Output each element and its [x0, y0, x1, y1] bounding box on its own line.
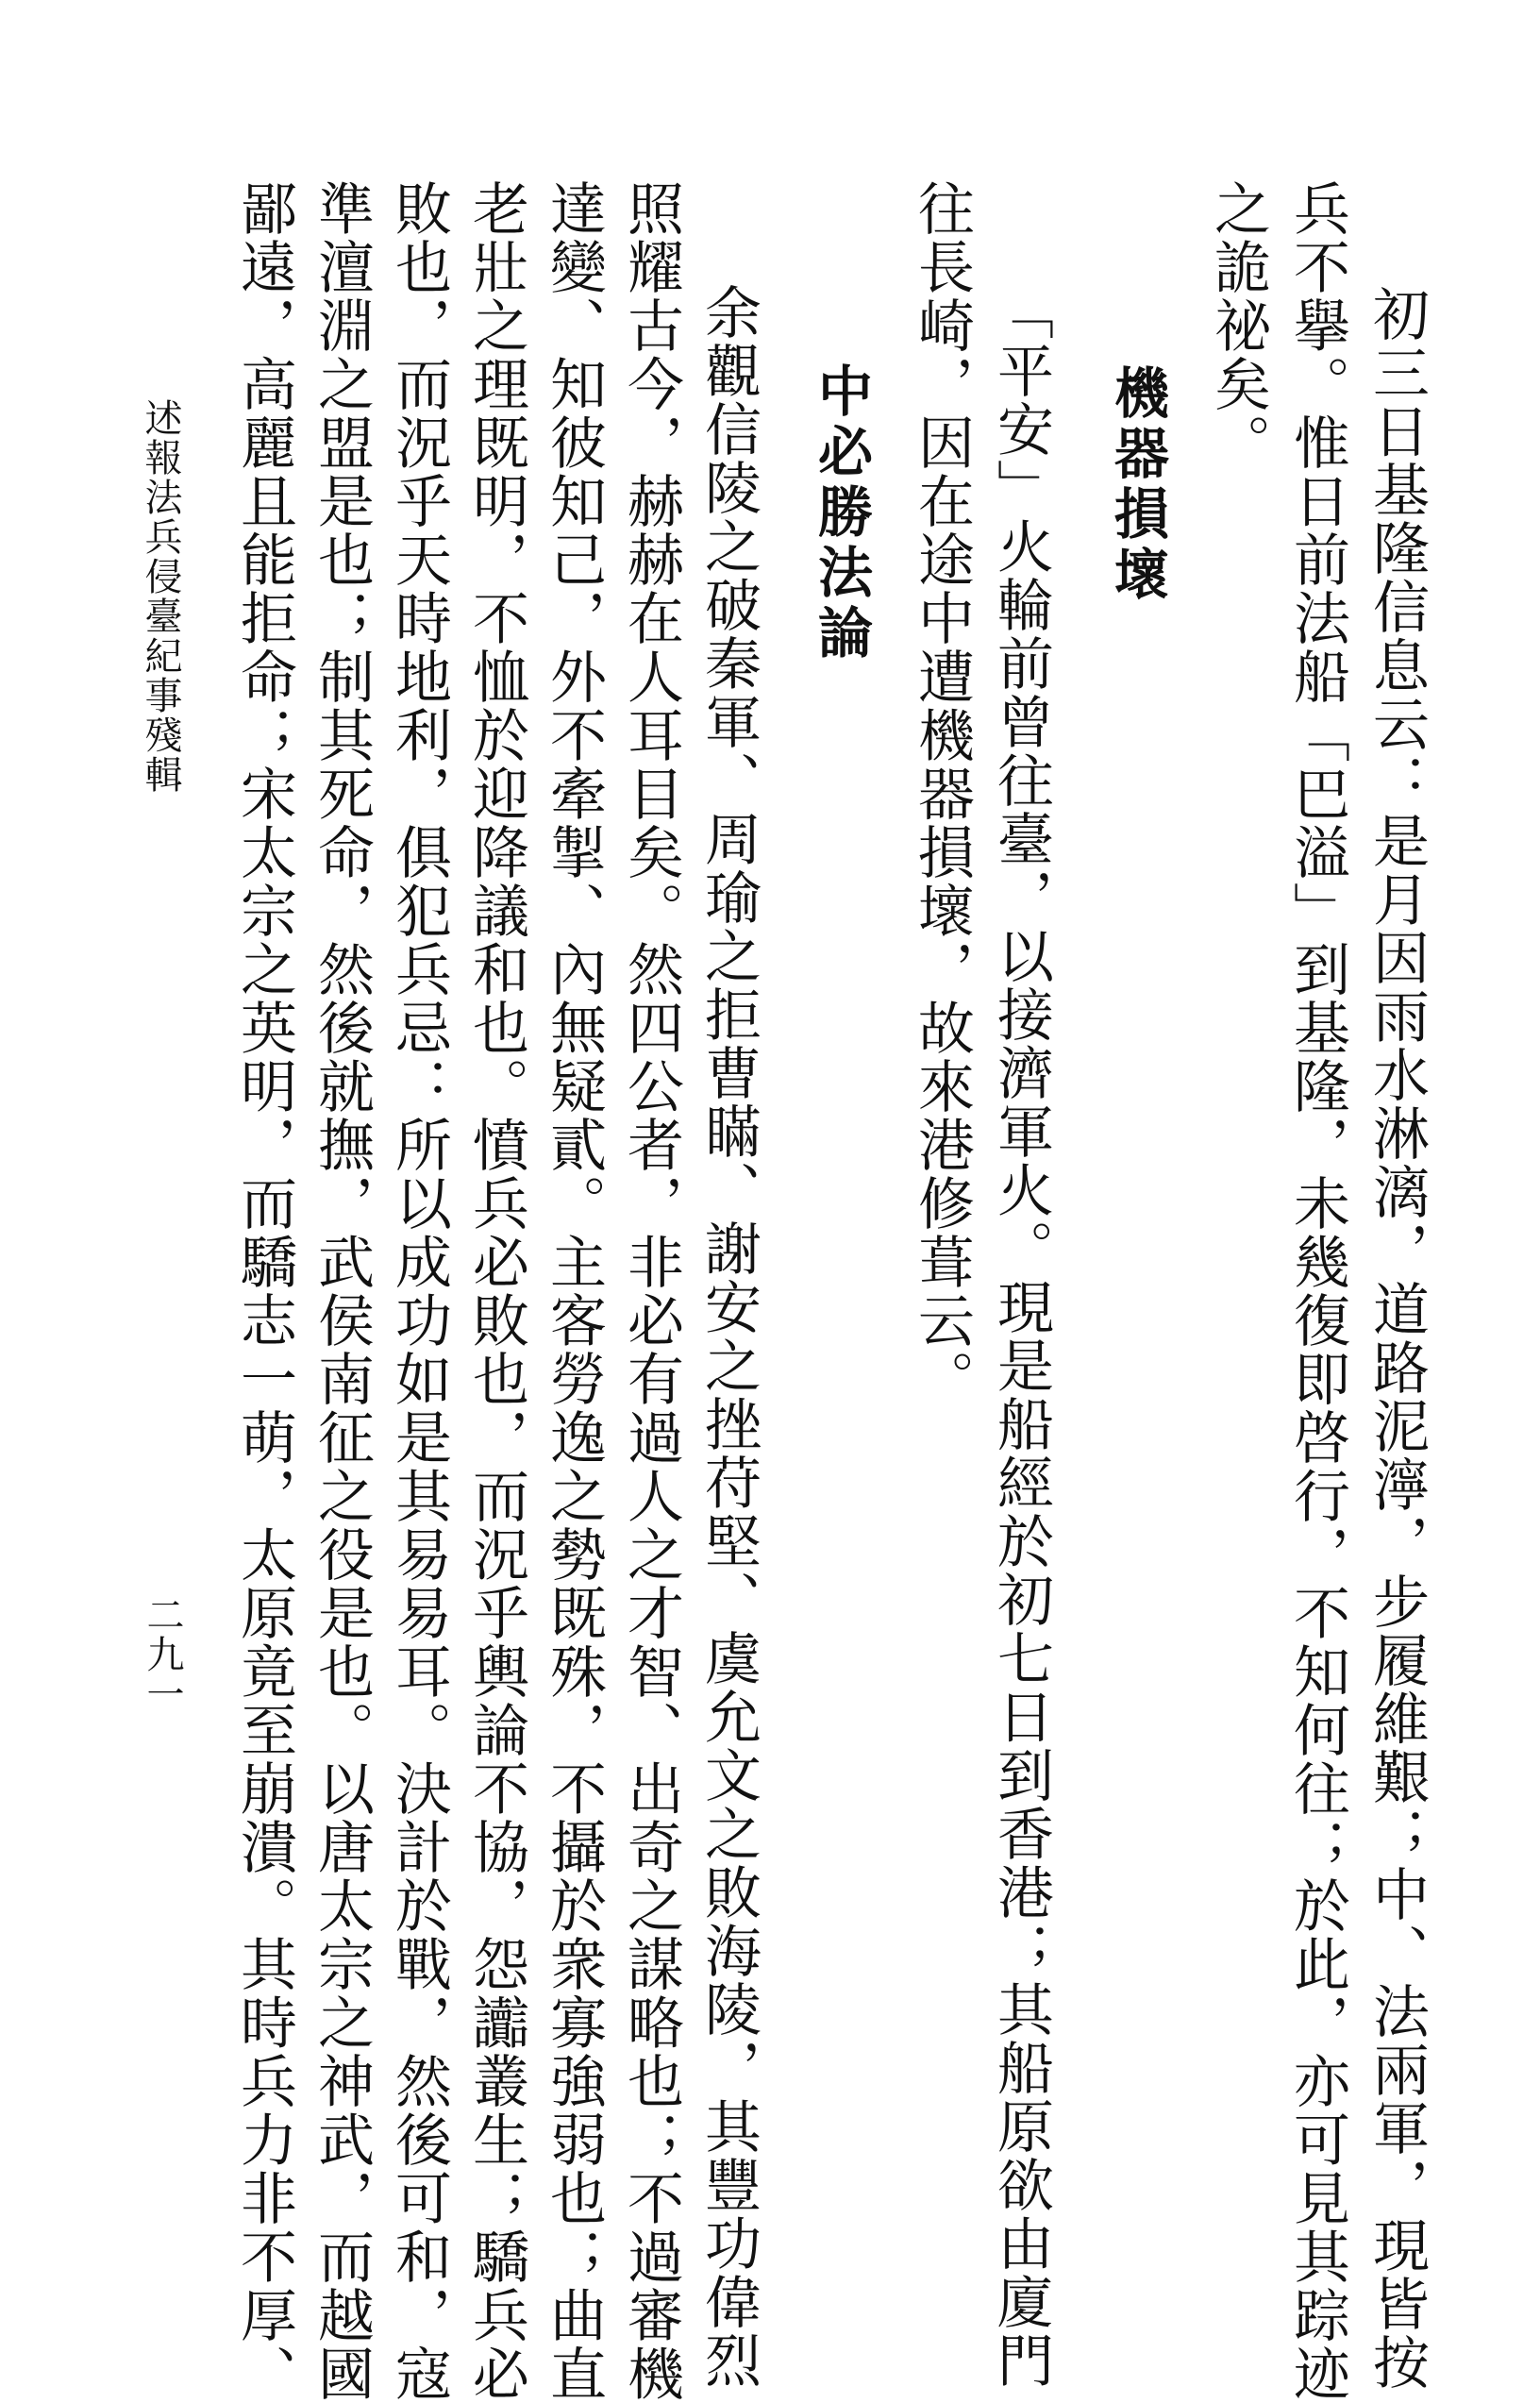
- text-column-6: 余觀信陵之破秦軍、周瑜之拒曹瞞、謝安之挫苻堅、虞允文之敗海陵，其豐功偉烈: [695, 283, 762, 2390]
- text-column-8: 達變、知彼知己，外不牽掣、內無疑貳。主客勞逸之勢既殊，不攝於衆寡強弱也；曲直: [541, 179, 607, 2403]
- text-column-12: 鄙遠，高麗且能拒命；宋太宗之英明，而驕志一萌，太原竟至崩潰。其時兵力非不厚、: [231, 179, 297, 2403]
- section-heading-essay: 中必勝法論: [809, 362, 873, 664]
- text-column-3: 之詭祕矣。: [1205, 179, 1271, 472]
- text-column-11: 準澶淵之盟是也；制其死命，然後就撫，武侯南征之役是也。以唐太宗之神武，而越國: [309, 179, 375, 2403]
- text-column-9: 老壯之理既明，不恤於迎降議和也。憤兵必敗也，而況乎輿論不協，怨讟叢生；驕兵必: [463, 179, 529, 2403]
- running-title: 述報法兵侵臺紀事殘輯: [139, 398, 182, 795]
- text-column-5: 往長崎，因在途中遭機器損壞，故來港修葺云。: [909, 179, 975, 1408]
- text-column-10: 敗也，而況乎天時地利，俱犯兵忌：所以成功如是其易易耳。決計於戰，然後可和，寇: [386, 179, 452, 2403]
- page-number: 二九一: [141, 1595, 184, 1714]
- text-column-2: 兵不擧。惟日前法船「巴溢」到基隆，未幾復即啓行，不知何往；於此，亦可見其踪迹: [1284, 179, 1350, 2403]
- text-column-1: 初三日基隆信息云：是月因雨水淋漓，道路泥濘，步履維艱；中、法兩軍，現皆按: [1364, 285, 1430, 2392]
- text-column-4: 「平安」火輪前曾往臺，以接濟軍火。現是船經於初七日到香港；其船原欲由廈門: [988, 283, 1054, 2390]
- text-column-7: 照耀古今，赫赫在人耳目矣。然四公者，非必有過人之才智、出奇之謀略也；不過審機: [618, 179, 684, 2403]
- section-heading-machine-damage: 機器損壞: [1105, 364, 1169, 606]
